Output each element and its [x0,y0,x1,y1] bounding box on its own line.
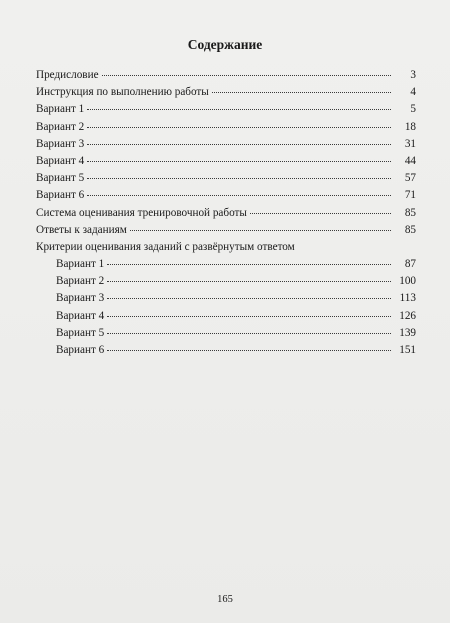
toc-sub-entry [56,273,416,290]
page-number: 165 [217,594,233,605]
toc-entry-label: Инструкция по выполнению работы [36,86,209,99]
toc-entry-label: Вариант 1 [36,103,85,116]
toc-sub-entry [56,325,416,342]
toc-entry-page: 126 [399,309,416,322]
toc-entry-page: 151 [399,344,416,356]
toc-entry-label: Система оценивания тренировочной работы [36,206,247,219]
toc-entry [36,170,416,187]
toc-entry-label: Вариант 6 [36,189,85,202]
toc-entry [36,67,416,84]
toc-entry-label: Вариант 4 [36,154,85,167]
toc-entry-label: Предисловие [36,69,99,81]
toc-entry [36,136,416,153]
toc-entry-page: 4 [410,86,416,99]
toc-leader-dots [107,350,391,351]
toc-entry-page: 113 [399,292,416,305]
toc-leader-dots [87,127,391,128]
toc-entry-label: Вариант 2 [56,275,105,288]
toc-entry-page: 57 [404,172,416,185]
toc-entry [36,119,416,136]
toc-leader-dots [107,264,391,265]
criteria-heading: Критерии оценивания заданий с развёрнутым ответом [36,240,295,253]
toc-entry-page: 31 [404,137,416,150]
toc-leader-dots [102,75,391,76]
toc-entry-page: 87 [404,258,416,271]
toc-entry-label: Вариант 5 [56,326,105,339]
toc-entry-page: 85 [404,223,416,236]
toc-entry-label: Вариант 5 [36,172,85,185]
toc-entry-label: Вариант 2 [36,120,85,133]
toc-sub-entry [56,256,416,273]
toc-leader-dots [250,213,391,214]
toc-entry-page: 100 [399,275,416,288]
table-of-contents [36,67,416,359]
toc-leader-dots [107,316,391,317]
toc-sub-entry [56,290,416,307]
toc-entry [36,205,416,222]
toc-entry-page: 44 [404,154,416,167]
toc-entry-page: 5 [410,103,416,116]
toc-sub-entry [56,342,416,359]
toc-leader-dots [87,144,391,145]
toc-entry-label: Вариант 3 [56,292,105,305]
toc-entry [36,101,416,118]
toc-entry-page: 85 [404,206,416,219]
toc-leader-dots [87,161,391,162]
toc-entry [36,84,416,101]
toc-entry-page: 71 [404,189,416,202]
toc-leader-dots [87,195,391,196]
toc-leader-dots [87,109,391,110]
toc-leader-dots [107,333,391,334]
toc-entry-label: Вариант 1 [56,258,105,271]
toc-entry [36,187,416,204]
toc-leader-dots [107,281,391,282]
toc-entry-label: Вариант 4 [56,309,105,322]
toc-leader-dots [130,230,391,231]
toc-entry-page: 18 [404,120,416,133]
toc-leader-dots [107,298,391,299]
toc-entry [36,153,416,170]
toc-entry-label: Вариант 6 [56,344,105,356]
toc-section-heading [36,239,416,256]
toc-entry [36,222,416,239]
toc-entry-page: 3 [410,69,416,81]
toc-entry-page: 139 [399,326,416,339]
page-title: Содержание [187,37,263,52]
toc-entry-label: Вариант 3 [36,137,85,150]
toc-sub-entry [56,308,416,325]
toc-leader-dots [87,178,391,179]
toc-leader-dots [212,92,391,93]
toc-entry-label: Ответы к заданиям [36,223,127,236]
